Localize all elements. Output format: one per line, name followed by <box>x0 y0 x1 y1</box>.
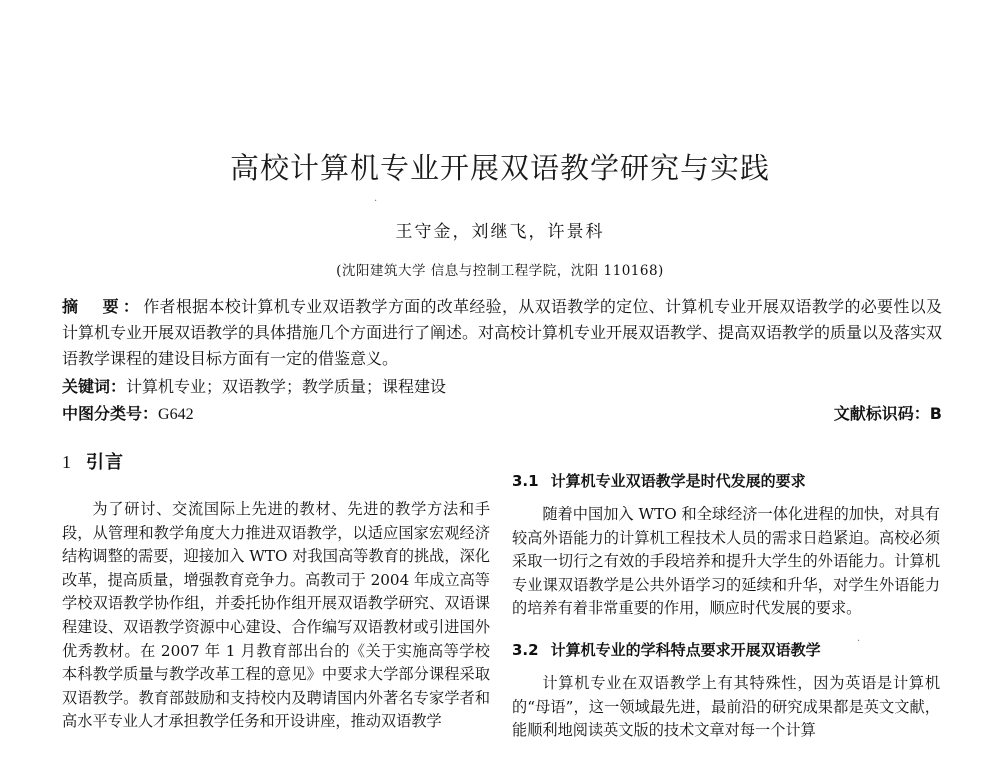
paper-affiliation: (沈阳建筑大学 信息与控制工程学院，沈阳 110168) <box>336 263 664 279</box>
section-3-2-title: 计算机专业的学科特点要求开展双语教学 <box>550 640 821 659</box>
clc-label: 中图分类号： <box>62 404 159 423</box>
section-3-2-heading <box>512 639 940 660</box>
paper-authors: 王守金，刘继飞，许景科 <box>395 222 605 242</box>
keywords-line <box>62 374 942 400</box>
abstract-block <box>62 294 942 372</box>
document-code <box>834 401 942 427</box>
section-3-2-number: 3.2 <box>512 640 539 659</box>
section-1-heading <box>62 448 490 474</box>
section-3-1-paragraph: 随着中国加入 WTO 和全球经济一体化进程的加快，对具有较高外语能力的计算机工程技术人员的需求日趋紧迫。高校必须采取一切行之有效的手段培养和提升大学生的外语能力。计算机专业课双语教学是公共外语学习的延续和升华，对学生外语能力的培养有着非常重要的作用，顺应时代发展的要求。 <box>512 505 940 618</box>
abstract-label: 摘 要： <box>62 297 144 316</box>
section-3-1-heading <box>512 470 940 491</box>
right-column <box>512 470 940 743</box>
clc-code: G642 <box>158 406 194 423</box>
abstract-text: 作者根据本校计算机专业双语教学方面的改革经验，从双语教学的定位、计算机专业开展双语教学的必要性以及计算机专业开展双语教学的具体措施几个方面进行了阐述。对高校计算机专业开展双语教学、提高双语教学的质量以及落实双语教学课程的建设目标方面有一定的借鉴意义。 <box>62 297 943 368</box>
classification-line <box>62 401 942 428</box>
section-3-1-number: 3.1 <box>512 472 539 490</box>
left-column <box>62 448 490 734</box>
section-1-paragraph: 为了研讨、交流国际上先进的教材、先进的教学方法和手段，从管理和教学角度大力推进双语教学，以适应国家宏观经济结构调整的需要，迎接加入 WTO 对我国高等教育的挑战，深化改革，提高质量，增强教育竞争力。高教司于 2004 年成立高等学校双语教学协作组，并委托协作组开展双语教学研究、双语课程建设、双语教学资源中心建设、合作编写双语教材或引进国外优秀教材。在 2007 年 1 月教育部出台的《关于实施高等学校本科教学质量与教学改革工程的意见》中要求大学部分课程采取双语教学。教育部鼓励和支持校内及聘请国内外著名专家学者和高水平专业人才承担教学任务和开设讲座，推动双语教学 <box>62 500 490 731</box>
section-3-2-paragraph: 计算机专业在双语教学上有其特殊性，因为英语是计算机的“母语”，这一领域最先进，最前沿的研究成果都是英文文献，能顺利地阅读英文版的技术文章对每一个计算 <box>512 673 940 740</box>
section-3-1-title: 计算机专业双语教学是时代发展的要求 <box>550 472 806 490</box>
section-1-title: 引言 <box>86 452 124 473</box>
doc-code-value: B <box>929 404 942 423</box>
keywords-text: 计算机专业；双语教学；教学质量；课程建设 <box>126 377 447 396</box>
scan-speck: · <box>374 196 378 207</box>
keywords-label: 关键词： <box>62 377 127 396</box>
scan-speck: · <box>857 636 861 647</box>
section-1-number: 1 <box>62 452 72 472</box>
section-gap <box>512 621 940 639</box>
doc-code-label: 文献标识码： <box>833 404 930 423</box>
paper-title: 高校计算机专业开展双语教学研究与实践 <box>229 151 770 185</box>
